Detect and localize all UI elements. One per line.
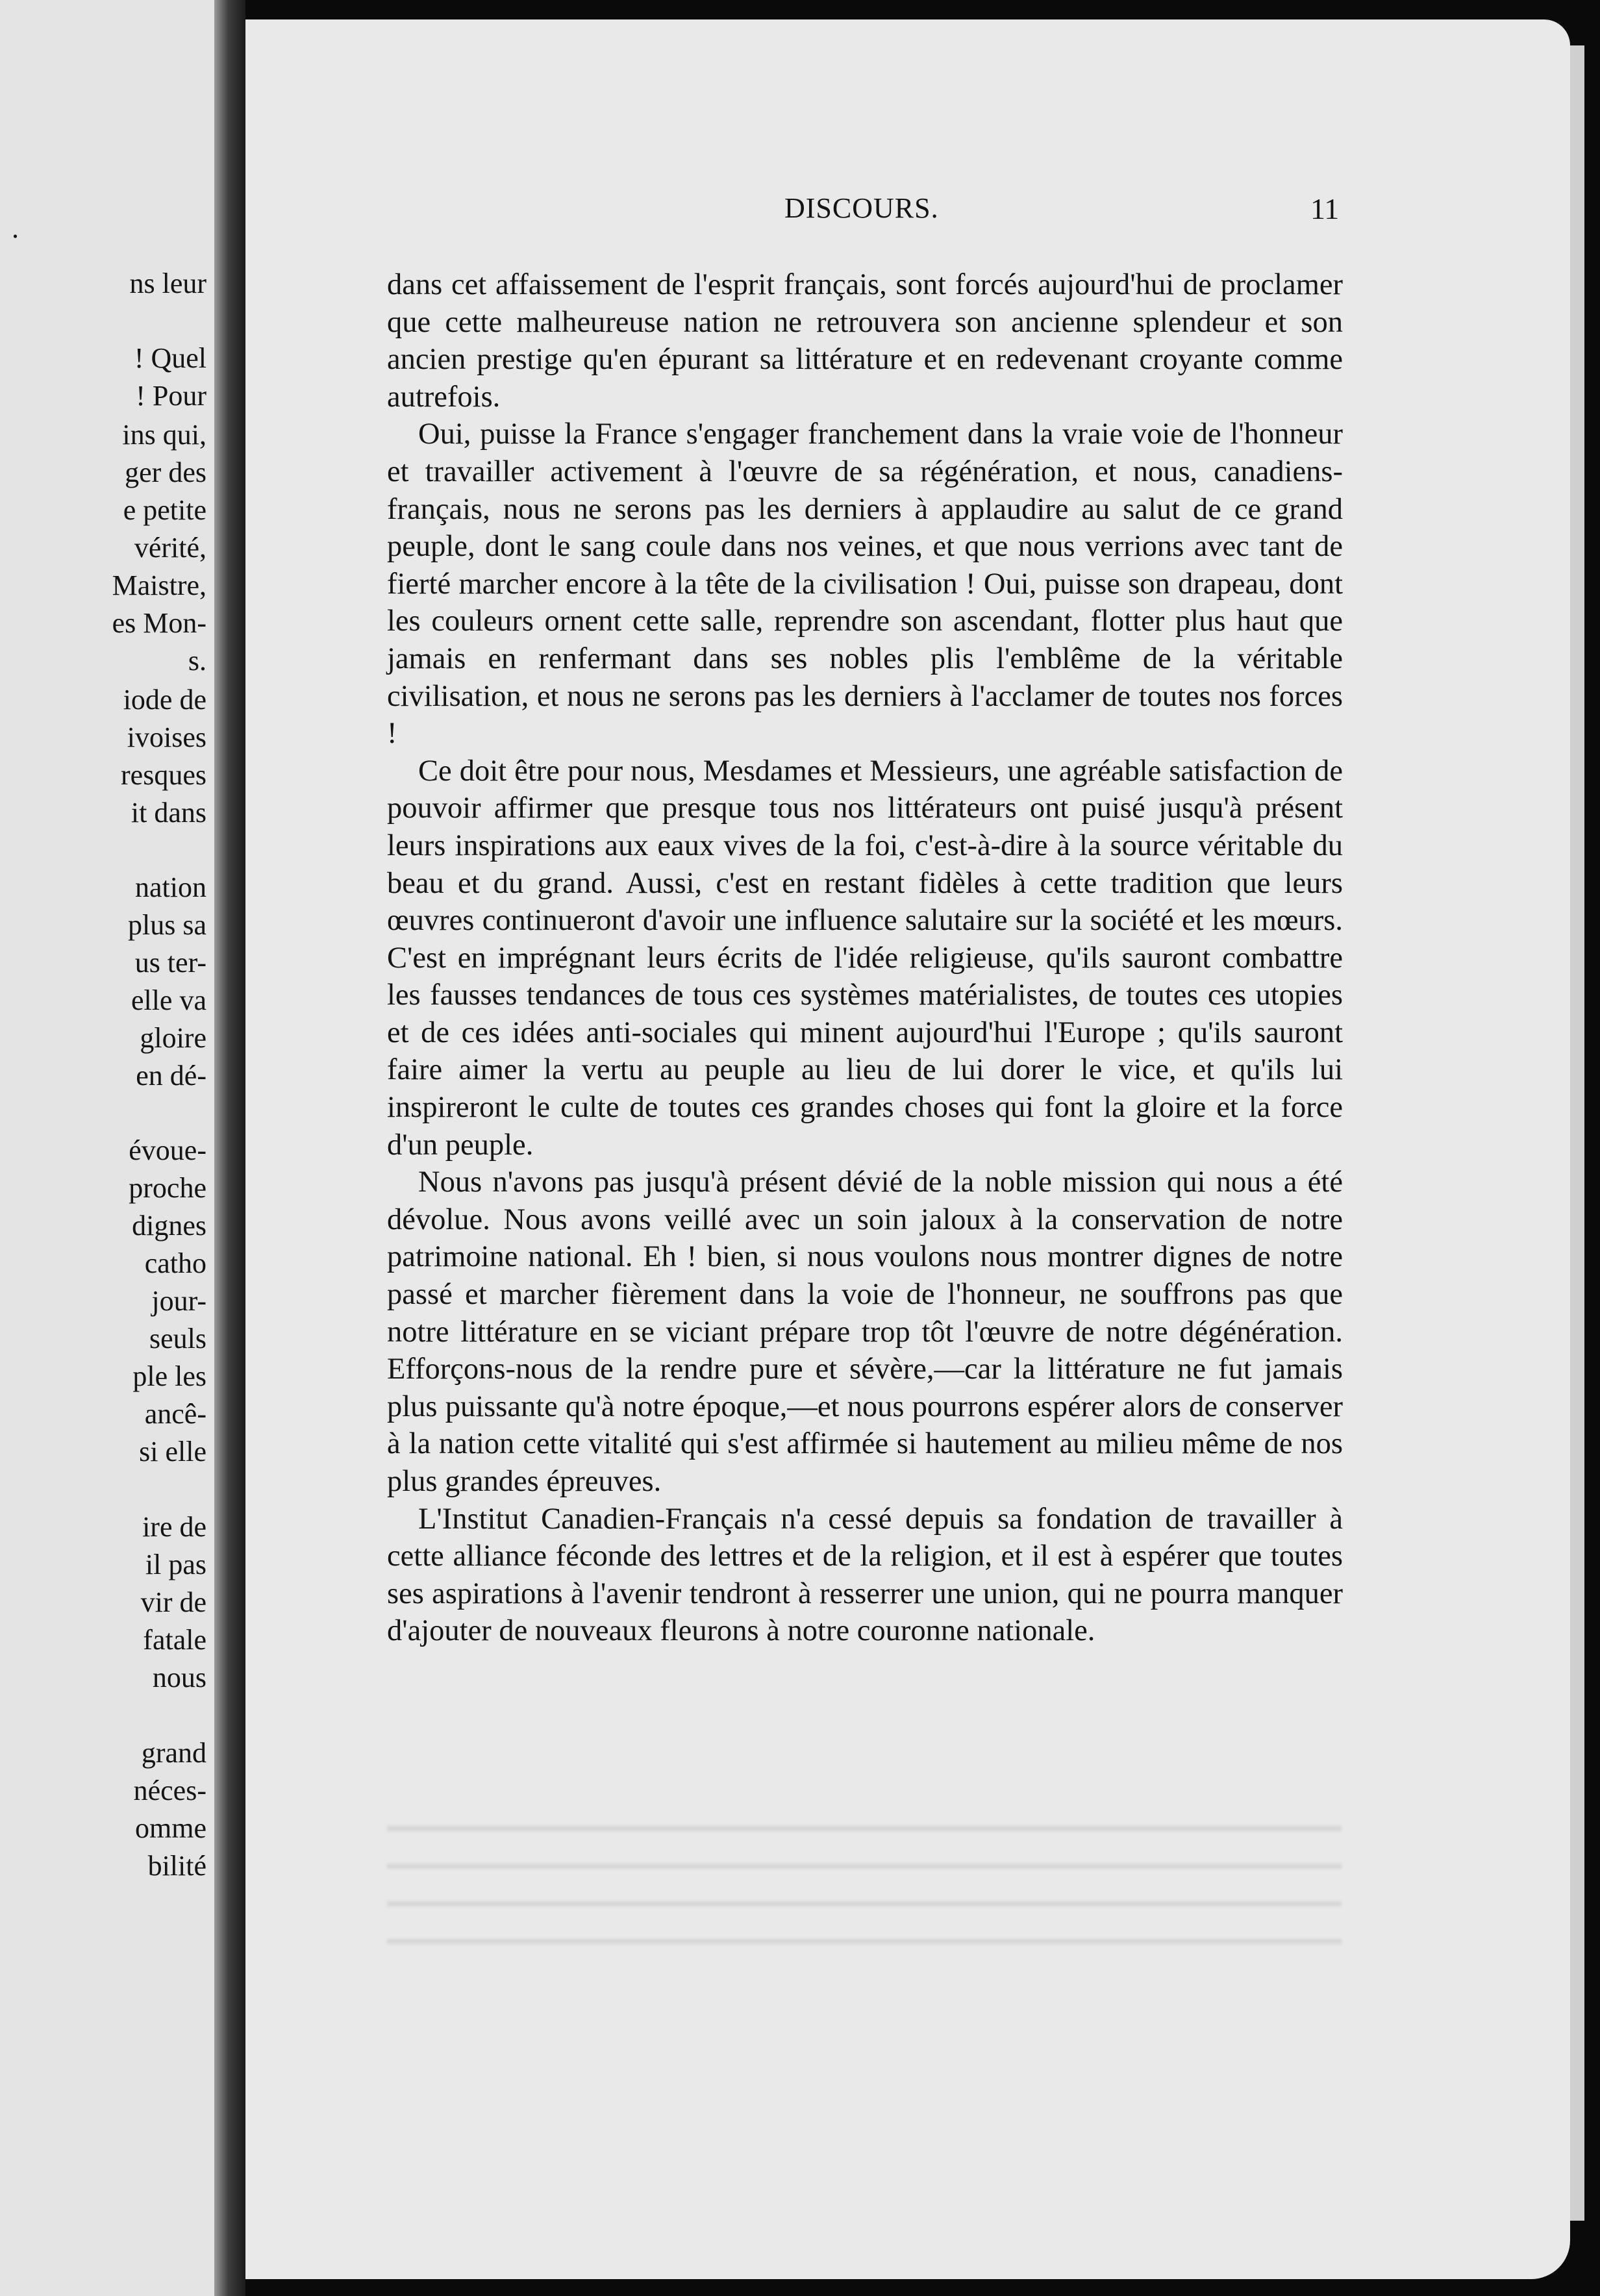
facing-page-line: resques	[121, 759, 206, 791]
running-title: DISCOURS.	[784, 192, 939, 224]
book-gutter	[214, 0, 245, 2296]
facing-page-line: nation	[135, 871, 206, 903]
page-number: 11	[1310, 192, 1340, 225]
body-text	[387, 266, 1343, 1650]
facing-page-line: fatale	[143, 1624, 206, 1656]
facing-page-line: ire de	[142, 1511, 206, 1543]
facing-page-line: jour-	[151, 1285, 206, 1317]
show-through-text	[387, 1812, 1342, 1948]
facing-page-line: vérité,	[134, 532, 206, 564]
facing-page-line: il pas	[145, 1549, 206, 1580]
paragraph: Nous n'avons pas jusqu'à présent dévié de la noble mission qui nous a été dévolue. Nous avons veillé avec un soin jaloux à la conservation de notre patrimoine national. Eh ! bien, si nous voulons nous montrer dignes de notre passé et marcher fièrement dans la voie de l'honneur, ne souffrons pas que notre littérature en se viciant prépare trop tôt l'œuvre de notre dégénération. Efforçons-nous de la rendre pure et sévère,—car la littérature ne fut jamais plus puissante qu'à notre époque,—et nous pourrons espérer alors de conserver à la nation cette vitalité qui s'est affirmée si hautement au milieu même de nos plus grandes épreuves.	[387, 1166, 1343, 1498]
paragraph: Oui, puisse la France s'engager franchement dans la vraie voie de l'honneur et travailler activement à l'œuvre de sa régénération, et nous, canadiens-français, nous ne serons pas les derniers à applaudire au salut de ce grand peuple, dont le sang coule dans nos veines, et que nous verrions avec tant de fierté marcher encore à la tête de la civilisation ! Oui, puisse son drapeau, dont les couleurs ornent cette salle, reprendre son ascendant, flotter plus haut que jamais en renfermant dans ses nobles plis l'emblême de la véritable civilisation, et nous ne serons pas les derniers à l'acclamer de toutes nos forces !	[387, 418, 1343, 751]
facing-page-line: néces-	[133, 1775, 206, 1806]
facing-page-line: ! Pour	[136, 380, 206, 412]
facing-page-line: seuls	[149, 1323, 206, 1354]
facing-page-line: .	[12, 212, 19, 244]
facing-page-line: iode de	[123, 684, 206, 716]
paragraph: Ce doit être pour nous, Mesdames et Messieurs, une agréable satisfaction de pouvoir affirmer que presque tous nos littérateurs ont puisé jusqu'à présent leurs inspirations aux eaux vives de la foi, c'est-à-dire à la source véritable du beau et du grand. Aussi, c'est en restant fidèles à cette tradition que leurs œuvres continueront d'avoir une influence salutaire sur la société et les mœurs. C'est en imprégnant leurs écrits de l'idée religieuse, qu'ils sauront combattre les fausses tendances de tous ces systèmes matérialistes, de toutes ces utopies et de ces idées anti-sociales qui minent aujourd'hui l'Europe ; qu'ils sauront faire aimer la vertu au peuple au lieu de lui dorer le vice, et qu'ils lui inspireront le culte de toutes ces grandes choses qui font la gloire et la force d'un peuple.	[387, 754, 1343, 1162]
facing-page-line: ple les	[132, 1360, 206, 1392]
facing-page-line: elle va	[131, 984, 206, 1016]
facing-page-line: s.	[188, 645, 206, 677]
facing-page-line: ins qui,	[122, 419, 206, 451]
facing-page-line: nous	[152, 1662, 206, 1693]
facing-page-line: es Mon-	[112, 607, 206, 639]
facing-page	[0, 0, 214, 2296]
facing-page-line: ivoises	[127, 721, 206, 753]
facing-page-line: évoue-	[129, 1134, 206, 1166]
facing-page-line: Maistre,	[112, 569, 206, 601]
facing-page-line: ancê-	[144, 1398, 206, 1430]
facing-page-line: si elle	[139, 1436, 206, 1467]
facing-page-line: ger des	[125, 456, 206, 488]
book-page	[245, 19, 1570, 2279]
facing-page-line: gloire	[140, 1022, 206, 1054]
facing-page-line: dignes	[132, 1210, 206, 1242]
facing-page-line: plus sa	[128, 909, 206, 941]
facing-page-line: grand	[141, 1737, 206, 1769]
running-head	[245, 192, 1570, 231]
facing-page-line: ns leur	[129, 268, 206, 299]
facing-page-line: proche	[129, 1172, 206, 1204]
paragraph: dans cet affaissement de l'esprit français, sont forcés aujourd'hui de proclamer que cette malheureuse nation ne retrouvera son ancienne splendeur et son ancien prestige qu'en épurant sa littérature et en redevenant croyante comme autrefois.	[387, 268, 1343, 414]
facing-page-line: e petite	[123, 494, 206, 526]
facing-page-line: ! Quel	[134, 342, 206, 374]
facing-page-line: omme	[135, 1812, 206, 1844]
facing-page-line: us ter-	[134, 947, 206, 979]
facing-page-line: catho	[144, 1247, 206, 1279]
facing-page-line: bilité	[147, 1850, 206, 1882]
facing-page-line: en dé-	[136, 1060, 206, 1092]
facing-page-line: it dans	[131, 797, 206, 829]
facing-page-line: vir de	[140, 1586, 206, 1618]
paragraph: L'Institut Canadien-Français n'a cessé depuis sa fondation de travailler à cette alliance féconde des lettres et de la religion, et il est à espérer que toutes ses aspirations à l'avenir tendront à resserrer une union, qui ne pourra manquer d'ajouter de nouveaux fleurons à notre couronne nationale.	[387, 1502, 1343, 1648]
